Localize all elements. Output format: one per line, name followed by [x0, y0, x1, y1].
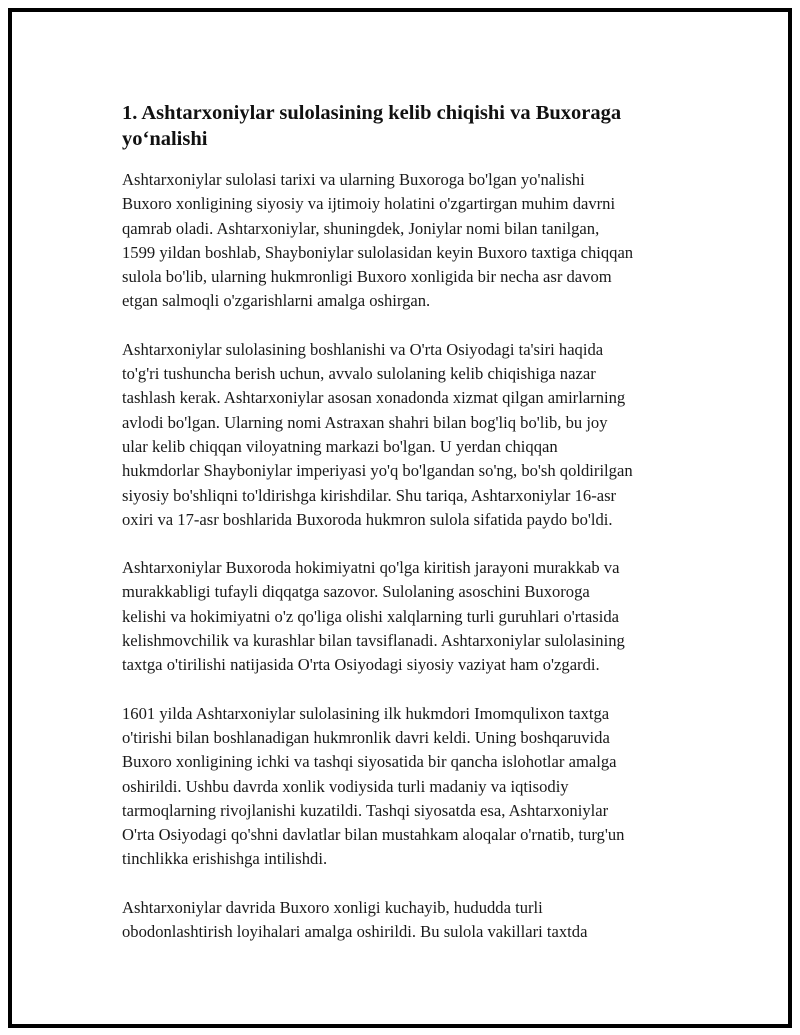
- document-page: [8, 8, 792, 1028]
- paragraph-5: Ashtarxoniylar davrida Buxoro xonligi kuchayib, hududda turli obodonlashtirish loyihalari amalga oshirildi. Bu sulola vakillari taxtda: [122, 897, 588, 942]
- section-heading: 1. Ashtarxoniylar sulolasining kelib chiqishi va Buxoraga yo‘nalishi: [122, 102, 622, 150]
- paragraph-2: Ashtarxoniylar sulolasining boshlanishi va O'rta Osiyodagi ta'siri haqida to'g'ri tushuncha berish uchun, avvalo sulolaning kelib chiqishiga nazar tashlash kerak. Ashtarxoniylar asosan xonadonda xizmat qilgan amirlarning avlodi bo'lgan. Ularning nomi Astraxan shahri bilan bog'liq bo'lib, bu joy ular kelib chiqqan viloyatning markazi bo'lgan. U yerdan chiqqan hukmdorlar Shayboniylar imperiyasi yo'q bo'lgandan so'ng, bo'sh qoldirilgan siyosiy bo'shliqni to'ldirishga kirishdilar. Shu tariqa, Ashtarxoniylar 16-asr oxiri va 17-asr boshlarida Buxoroda hukmron sulola sifatida paydo bo'ldi.: [122, 339, 633, 529]
- document-body: [122, 100, 682, 968]
- paragraph-4: 1601 yilda Ashtarxoniylar sulolasining ilk hukmdori Imomqulixon taxtga o'tirishi bilan boshlanadigan hukmronlik davri keldi. Uning boshqaruvida Buxoro xonligining ichki va tashqi siyosatida bir qancha islohotlar amalga oshirildi. Ushbu davrda xonlik vodiysida turli madaniy va iqtisodiy tarmoqlarning rivojlanishi kuzatildi. Tashqi siyosatda esa, Ashtarxoniylar O'rta Osiyodagi qo'shni davlatlar bilan mustahkam aloqalar o'rnatib, turg'un tinchlikka erishishga intilishdi.: [122, 703, 625, 869]
- paragraph-1: Ashtarxoniylar sulolasi tarixi va ularning Buxoroga bo'lgan yo'nalishi Buxoro xonligining siyosiy va ijtimoiy holatini o'zgartirgan muhim davrni qamrab oladi. Ashtarxoniylar, shuningdek, Joniylar nomi bilan tanilgan, 1599 yildan boshlab, Shayboniylar sulolasidan keyin Buxoro taxtiga chiqqan sulola bo'lib, ularning hukmronligi Buxoro xonligida bir necha asr davom etgan salmoqli o'zgarishlarni amalga oshirgan.: [122, 170, 634, 311]
- paragraph-3: Ashtarxoniylar Buxoroda hokimiyatni qo'lga kiritish jarayoni murakkab va murakkabligi tufayli diqqatga sazovor. Sulolaning asoschini Buxoroga kelishi va hokimiyatni o'z qo'liga olishi xalqlarning turli guruhlari o'rtasida kelishmovchilik va kurashlar bilan tavsiflanadi. Ashtarxoniylar sulolasining taxtga o'tirilishi natijasida O'rta Osiyodagi siyosiy vaziyat ham o'zgardi.: [122, 558, 625, 675]
